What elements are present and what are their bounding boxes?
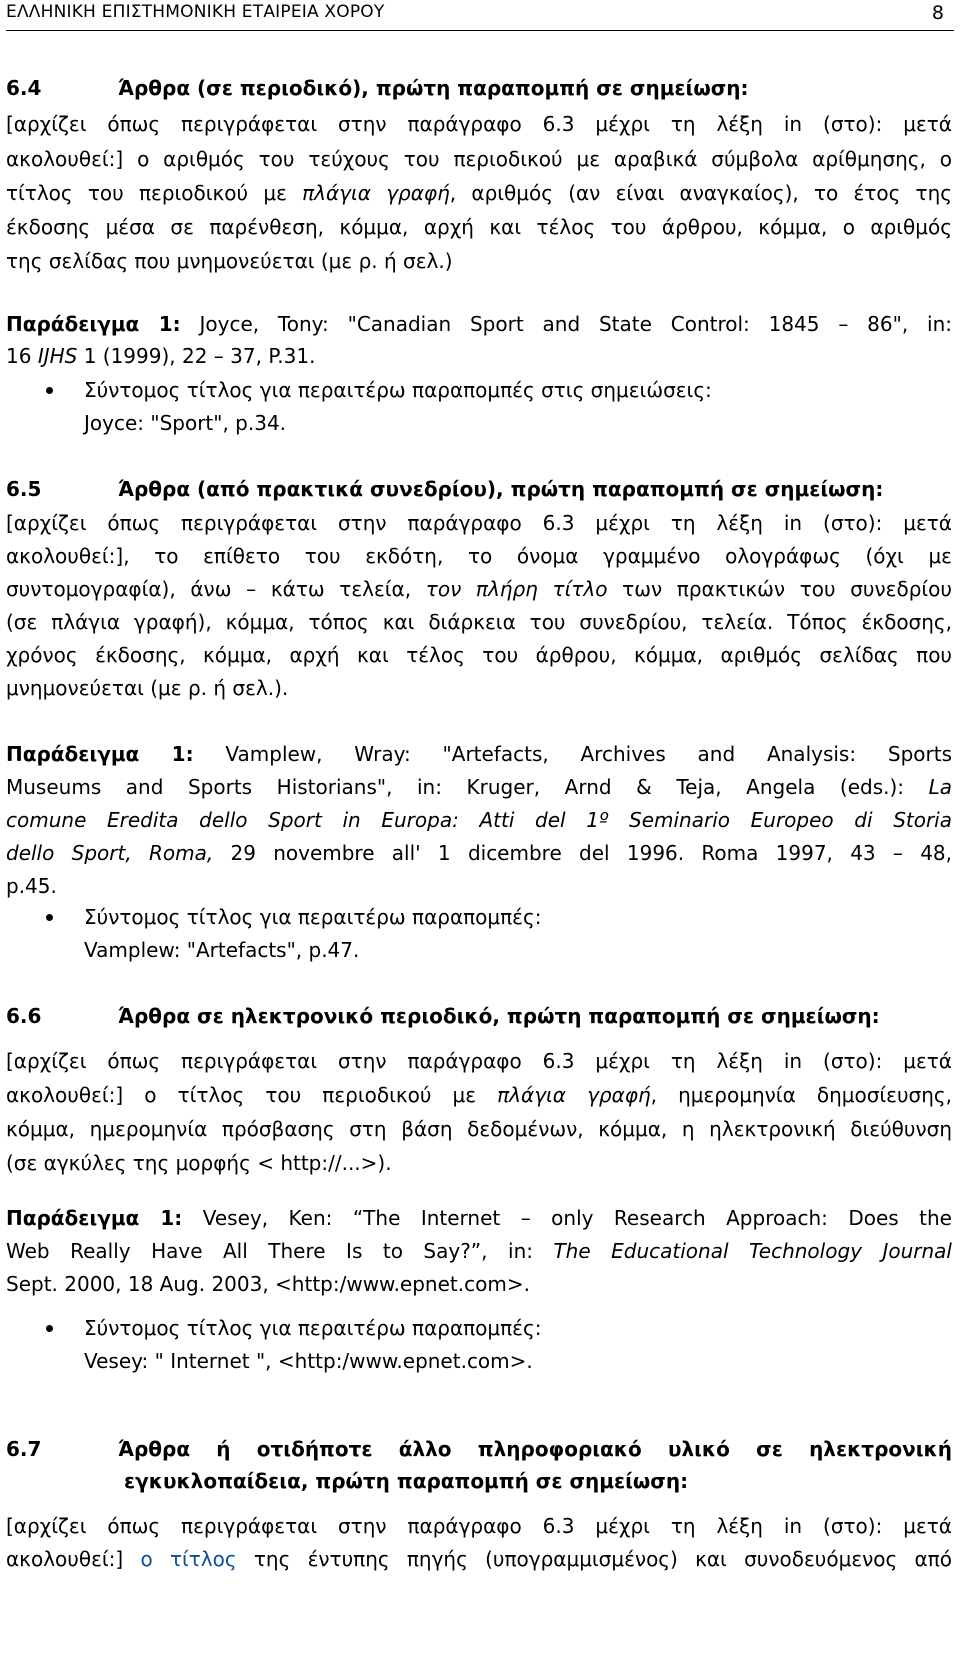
bullet-icon bbox=[46, 914, 53, 921]
example-line: comune Eredita dello Sport in Europa: Atti del 1º Seminario Europeo di Storia bbox=[6, 808, 952, 832]
paragraph-line: έκδοσης μέσα σε παρένθεση, κόμμα, αρχή και τέλος του άρθρου, κόμμα, ο αριθμός bbox=[6, 215, 952, 239]
example-line: Παράδειγμα 1: Joyce, Tony: "Canadian Sport and State Control: 1845 – 86", in: bbox=[6, 312, 952, 336]
section-title: Άρθρα (από πρακτικά συνεδρίου), πρώτη παραπομπή σε σημείωση: bbox=[118, 477, 884, 501]
bullet-icon bbox=[46, 1325, 53, 1332]
example-line: Παράδειγμα 1: Vamplew, Wray: "Artefacts, Archives and Analysis: Sports bbox=[6, 742, 952, 766]
paragraph-line: κόμμα, ημερομηνία πρόσβασης στη βάση δεδομένων, κόμμα, η ηλεκτρονική διεύθυνση bbox=[6, 1117, 952, 1141]
paragraph-line: ακολουθεί:] ο τίτλος της έντυπης πηγής (υπογραμμισμένος) και συνοδευόμενος από bbox=[6, 1547, 952, 1571]
section-number: 6.7 bbox=[6, 1437, 42, 1461]
paragraph-line: (σε αγκύλες της μορφής < http://...>). bbox=[6, 1151, 392, 1175]
section-title: Άρθρα ή οτιδήποτε άλλο πληροφοριακό υλικό σε ηλεκτρονική bbox=[118, 1437, 952, 1461]
paragraph-line: [αρχίζει όπως περιγράφεται στην παράγραφο 6.3 μέχρι τη λέξη in (στο): μετά bbox=[6, 511, 952, 535]
section-number: 6.6 bbox=[6, 1004, 42, 1028]
example-line: 16 IJHS 1 (1999), 22 – 37, P.31. bbox=[6, 344, 316, 368]
paragraph-line: ακολουθεί:], το επίθετο του εκδότη, το όνομα γραμμένο ολογράφως (όχι με bbox=[6, 544, 952, 568]
section-heading-6-6 bbox=[6, 1004, 880, 1028]
paragraph-line: [αρχίζει όπως περιγράφεται στην παράγραφο 6.3 μέχρι τη λέξη in (στο): μετά bbox=[6, 112, 952, 136]
short-title: Vamplew: "Artefacts", p.47. bbox=[84, 938, 360, 962]
section-number: 6.4 bbox=[6, 76, 42, 100]
paragraph-line: ακολουθεί:] ο αριθμός του τεύχους του περιοδικού με αραβικά σύμβολα αρίθμησης, ο bbox=[6, 147, 952, 171]
short-title: Vesey: " Internet ", <http:/www.epnet.com>. bbox=[84, 1349, 533, 1373]
paragraph-line: [αρχίζει όπως περιγράφεται στην παράγραφο 6.3 μέχρι τη λέξη in (στο): μετά bbox=[6, 1049, 952, 1073]
paragraph-line: [αρχίζει όπως περιγράφεται στην παράγραφο 6.3 μέχρι τη λέξη in (στο): μετά bbox=[6, 1514, 952, 1538]
paragraph-line: ακολουθεί:] ο τίτλος του περιοδικού με πλάγια γραφή, ημερομηνία δημοσίευσης, bbox=[6, 1083, 952, 1107]
section-heading-6-5 bbox=[6, 477, 883, 501]
example-line: dello Sport, Roma, 29 novembre all' 1 dicembre del 1996. Roma 1997, 43 – 48, bbox=[6, 841, 952, 865]
example-line: Web Really Have All There Is to Say?”, in: The Educational Technology Journal bbox=[6, 1239, 952, 1263]
paragraph-line: τίτλος του περιοδικού με πλάγια γραφή, αριθμός (αν είναι αναγκαίος), το έτος της bbox=[6, 181, 952, 205]
paragraph-line: (σε πλάγια γραφή), κόμμα, τόπος και διάρκεια του συνεδρίου, τελεία. Τόπος έκδοσης, bbox=[6, 610, 952, 634]
section-heading-6-7 bbox=[6, 1437, 952, 1461]
section-heading-6-4 bbox=[6, 76, 749, 100]
section-title-continued: εγκυκλοπαίδεια, πρώτη παραπομπή σε σημείωση: bbox=[124, 1469, 689, 1493]
bullet-text: Σύντομος τίτλος για περαιτέρω παραπομπές: bbox=[84, 905, 542, 929]
example-line: Παράδειγμα 1: Vesey, Ken: “The Internet – only Research Approach: Does the bbox=[6, 1206, 952, 1230]
paragraph-line: συντομογραφία), άνω – κάτω τελεία, τον πλήρη τίτλο των πρακτικών του συνεδρίου bbox=[6, 577, 952, 601]
section-title: Άρθρα (σε περιοδικό), πρώτη παραπομπή σε σημείωση: bbox=[118, 76, 749, 100]
page-header bbox=[6, 0, 954, 31]
section-title: Άρθρα σε ηλεκτρονικό περιοδικό, πρώτη παραπομπή σε σημείωση: bbox=[118, 1004, 880, 1028]
example-label: Παράδειγμα 1: bbox=[6, 312, 181, 336]
paragraph-line: μνημονεύεται (με ρ. ή σελ.). bbox=[6, 676, 289, 700]
short-title: Joyce: "Sport", p.34. bbox=[84, 411, 287, 435]
bullet-icon bbox=[46, 387, 53, 394]
example-line: Museums and Sports Historians", in: Kruger, Arnd & Teja, Angela (eds.): La bbox=[6, 775, 952, 799]
header-title: ΕΛΛΗΝΙΚΗ ΕΠΙΣΤΗΜΟΝΙΚΗ ΕΤΑΙΡΕΙΑ ΧΟΡΟΥ bbox=[6, 2, 385, 22]
bullet-text: Σύντομος τίτλος για περαιτέρω παραπομπές στις σημειώσεις: bbox=[84, 378, 712, 402]
page-number: 8 bbox=[931, 2, 944, 24]
example-label: Παράδειγμα 1: bbox=[6, 1206, 183, 1230]
example-label: Παράδειγμα 1: bbox=[6, 742, 194, 766]
paragraph-line: της σελίδας που μνημονεύεται (με ρ. ή σελ.) bbox=[6, 249, 453, 273]
example-line: p.45. bbox=[6, 874, 57, 898]
paragraph-line: χρόνος έκδοσης, κόμμα, αρχή και τέλος του άρθρου, κόμμα, αριθμός σελίδας που bbox=[6, 643, 952, 667]
bullet-text: Σύντομος τίτλος για περαιτέρω παραπομπές: bbox=[84, 1316, 542, 1340]
example-line: Sept. 2000, 18 Aug. 2003, <http:/www.epnet.com>. bbox=[6, 1272, 530, 1296]
section-number: 6.5 bbox=[6, 477, 42, 501]
